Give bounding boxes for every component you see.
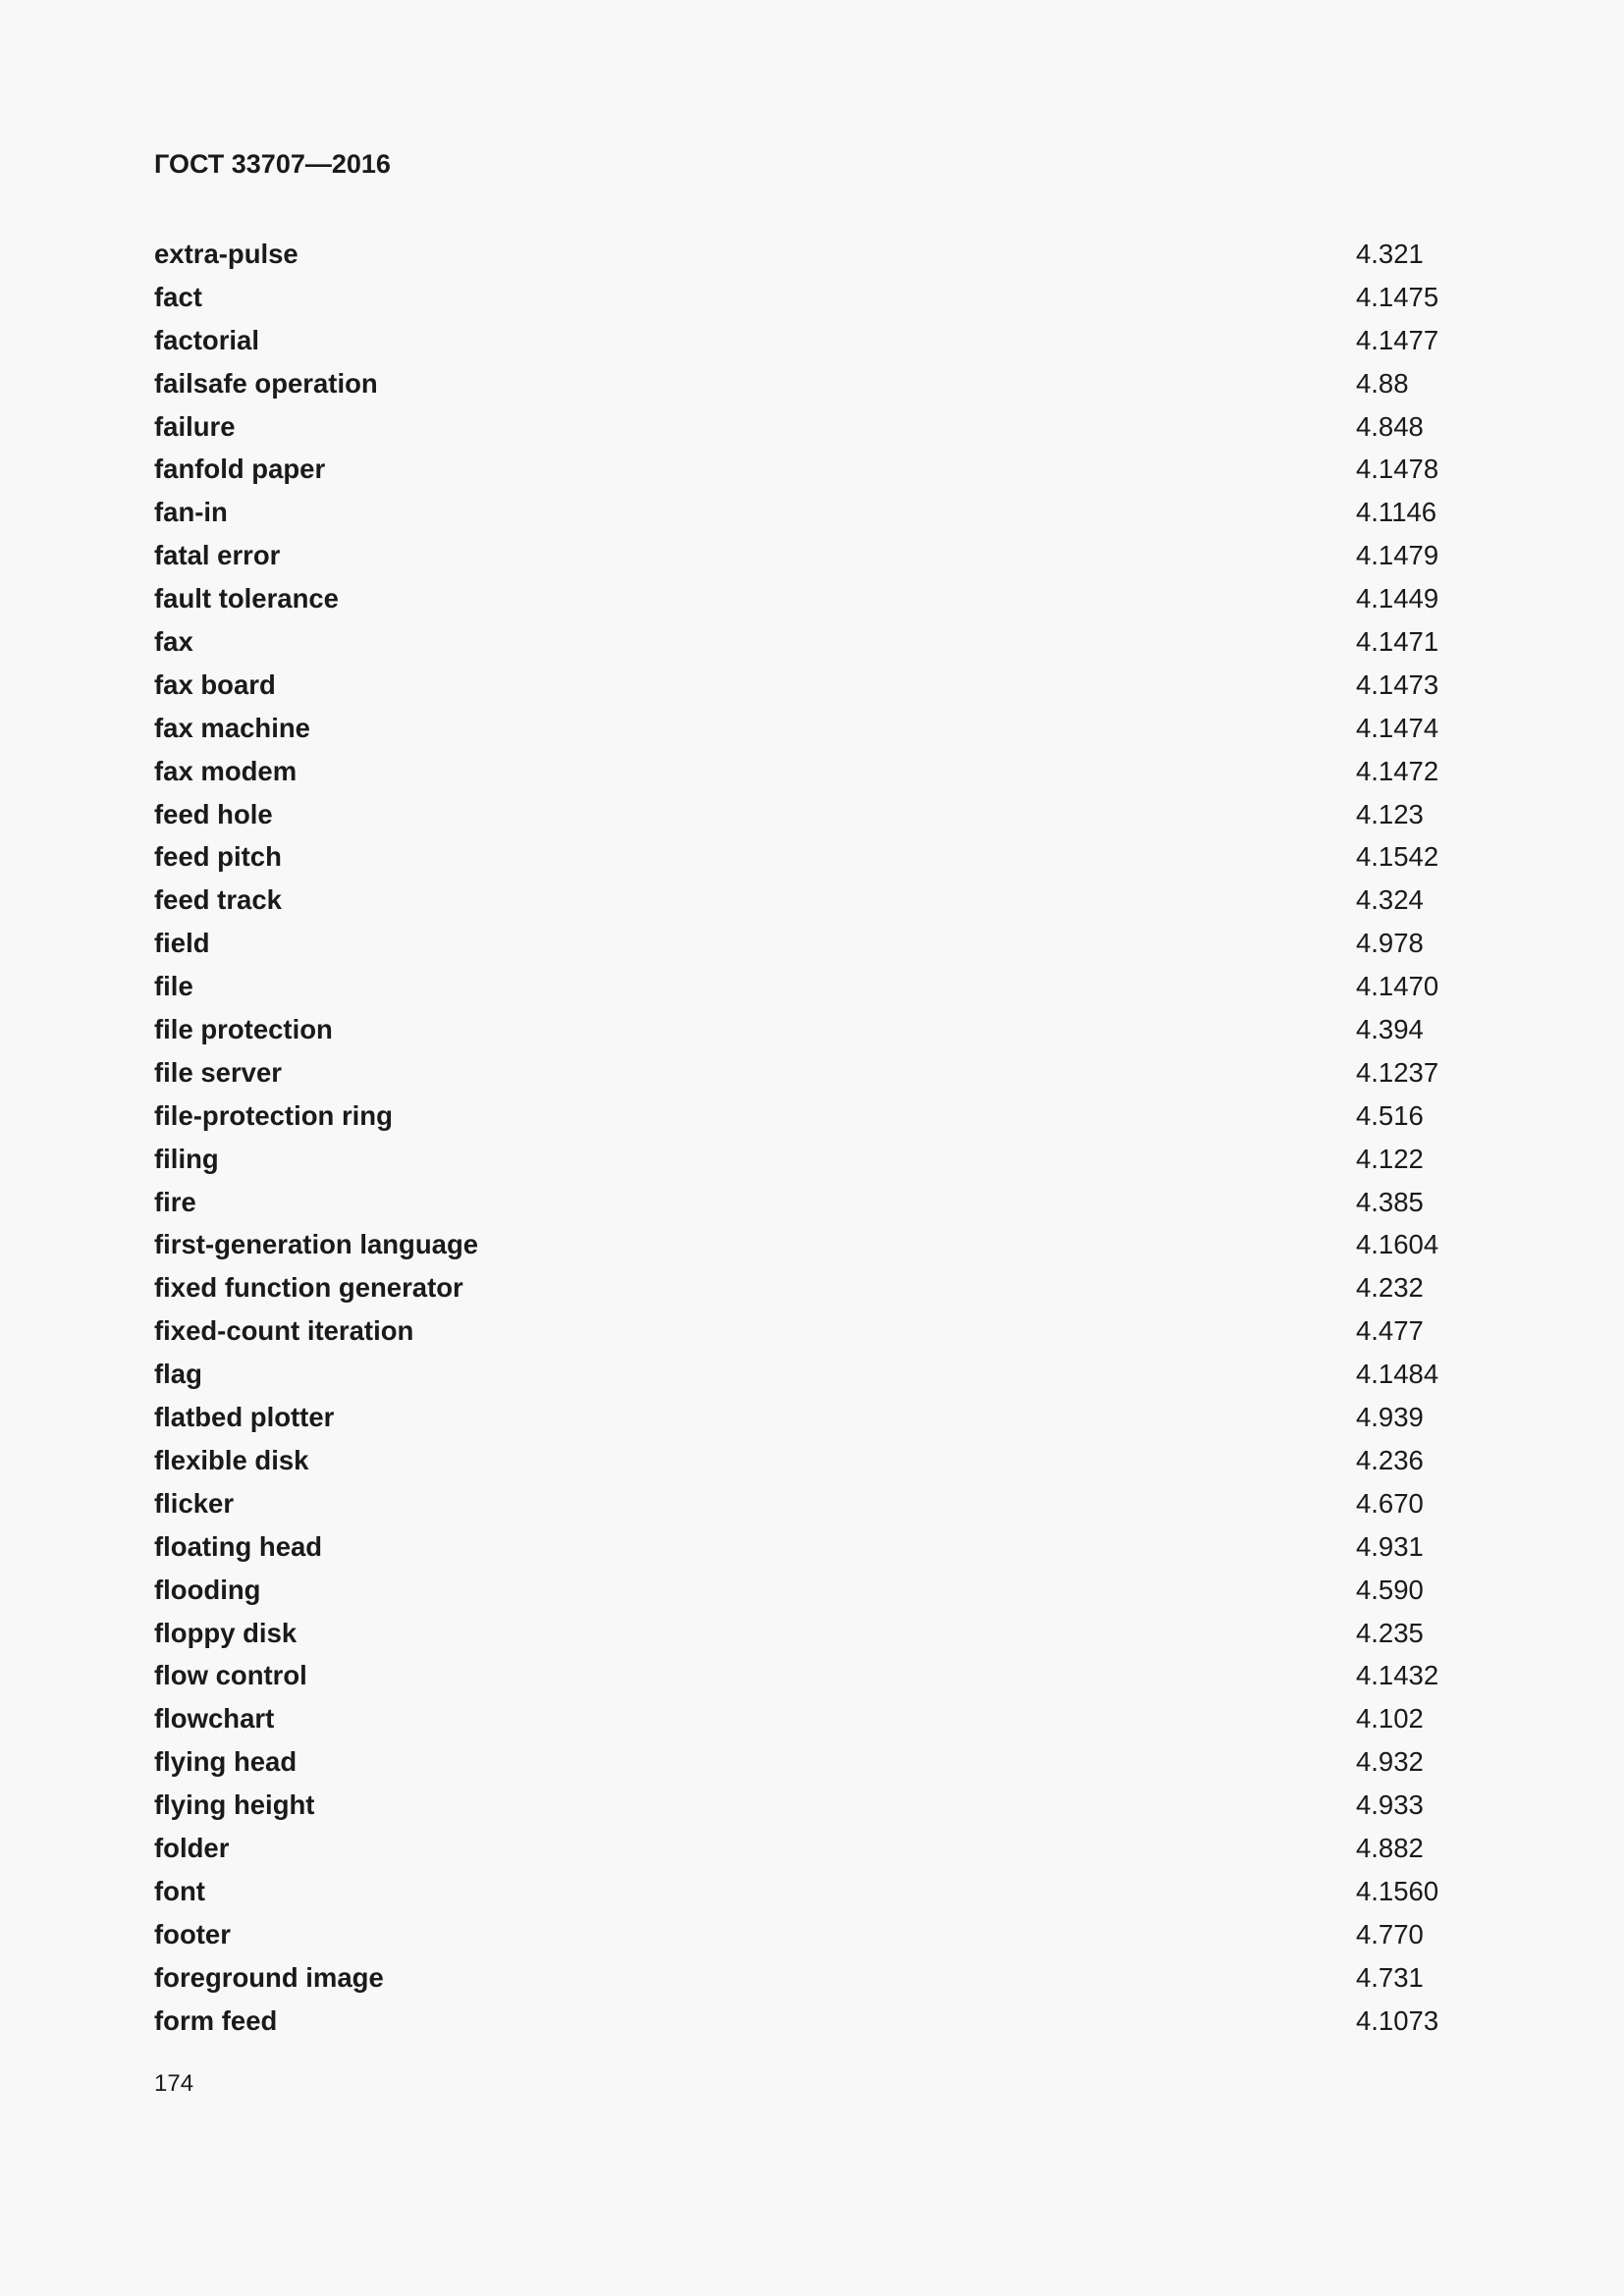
document-header: ГОСТ 33707—2016 [154, 149, 391, 179]
index-reference: 4.770 [1356, 1918, 1424, 1949]
index-reference: 4.931 [1356, 1530, 1424, 1562]
index-term: file-protection ring [154, 1099, 393, 1131]
index-reference: 4.1073 [1356, 2004, 1439, 2036]
index-entry [154, 754, 1470, 797]
index-entry [154, 1744, 1470, 1788]
index-entry [154, 1831, 1470, 1874]
index-reference: 4.939 [1356, 1402, 1424, 1433]
index-term: flatbed plotter [154, 1402, 335, 1433]
index-term: feed hole [154, 798, 273, 829]
index-entry [154, 1142, 1470, 1185]
index-entry [154, 882, 1470, 926]
index-term: foreground image [154, 1961, 384, 1993]
index-term: fanfold paper [154, 454, 326, 485]
index-term: footer [154, 1918, 231, 1949]
index-term: folder [154, 1832, 230, 1863]
index-entry [154, 1055, 1470, 1098]
index-reference: 4.1477 [1356, 324, 1439, 355]
index-term: flooding [154, 1574, 261, 1605]
index-reference: 4.1484 [1356, 1359, 1439, 1390]
index-term: flexible disk [154, 1444, 309, 1475]
index-entry [154, 1443, 1470, 1486]
index-reference: 4.1432 [1356, 1660, 1439, 1691]
index-reference: 4.1146 [1356, 497, 1437, 528]
index-reference: 4.324 [1356, 884, 1424, 916]
index-term: first-generation language [154, 1229, 479, 1260]
index-entry [154, 1658, 1470, 1701]
index-reference: 4.882 [1356, 1832, 1424, 1863]
index-reference: 4.932 [1356, 1746, 1424, 1778]
index-reference: 4.1449 [1356, 583, 1439, 614]
index-reference: 4.516 [1356, 1099, 1424, 1131]
index-entry [154, 1185, 1470, 1228]
index-entry [154, 667, 1470, 711]
index-reference: 4.670 [1356, 1487, 1424, 1519]
index-term: extra-pulse [154, 239, 298, 269]
index-entry [154, 237, 1470, 280]
index-term: flying height [154, 1789, 315, 1821]
index-reference: 4.1474 [1356, 712, 1439, 743]
index-entry [154, 1270, 1470, 1313]
index-entry [154, 495, 1470, 538]
index-term: form feed [154, 2004, 278, 2036]
index-entry [154, 1917, 1470, 1960]
index-entry [154, 2003, 1470, 2047]
index-term: flowchart [154, 1703, 275, 1735]
index-term: fan-in [154, 497, 228, 528]
index-term: flag [154, 1359, 202, 1390]
index-reference: 4.1472 [1356, 755, 1439, 786]
index-entry [154, 969, 1470, 1012]
page-number: 174 [154, 2070, 194, 2097]
index-entry [154, 839, 1470, 882]
index-reference: 4.1604 [1356, 1229, 1439, 1260]
index-term: fax board [154, 668, 276, 700]
index-term: factorial [154, 324, 259, 355]
index-entry [154, 1357, 1470, 1400]
index-reference: 4.321 [1356, 239, 1424, 269]
index-reference: 4.236 [1356, 1444, 1424, 1475]
index-entry [154, 1701, 1470, 1744]
index-term: field [154, 928, 210, 959]
index-reference: 4.848 [1356, 410, 1424, 442]
index-term: fact [154, 281, 202, 312]
index-term: floating head [154, 1530, 323, 1562]
index-term: fatal error [154, 540, 281, 571]
index-reference: 4.1475 [1356, 281, 1439, 312]
index-entry [154, 366, 1470, 409]
index-reference: 4.1471 [1356, 626, 1439, 658]
index-term: fax machine [154, 712, 310, 743]
index-entry [154, 452, 1470, 495]
index-term: flicker [154, 1487, 235, 1519]
index-entry [154, 624, 1470, 667]
index-reference: 4.1542 [1356, 841, 1439, 873]
index-term: failure [154, 410, 236, 442]
index-term: fixed-count iteration [154, 1315, 414, 1347]
index-reference: 4.590 [1356, 1574, 1424, 1605]
index-reference: 4.1473 [1356, 668, 1439, 700]
index-term: fax modem [154, 755, 298, 786]
index-entry [154, 1874, 1470, 1917]
index-term: font [154, 1875, 205, 1906]
index-term: file [154, 971, 193, 1002]
index-entry [154, 1227, 1470, 1270]
index-term: fault tolerance [154, 583, 339, 614]
index-entry [154, 1960, 1470, 2003]
index-reference: 4.88 [1356, 367, 1409, 399]
index-term: failsafe operation [154, 367, 378, 399]
index-term: file server [154, 1056, 282, 1088]
index-reference: 4.122 [1356, 1143, 1424, 1174]
index-reference: 4.1478 [1356, 454, 1439, 485]
index-entry [154, 538, 1470, 581]
index-term: file protection [154, 1014, 333, 1045]
index-entry [154, 1486, 1470, 1529]
index-reference: 4.477 [1356, 1315, 1424, 1347]
index-list [154, 237, 1470, 2046]
index-reference: 4.394 [1356, 1014, 1424, 1045]
index-entry [154, 1313, 1470, 1357]
index-entry [154, 323, 1470, 366]
index-term: fire [154, 1186, 196, 1217]
index-reference: 4.1560 [1356, 1875, 1439, 1906]
index-reference: 4.385 [1356, 1186, 1424, 1217]
index-term: flow control [154, 1660, 307, 1691]
index-entry [154, 1098, 1470, 1142]
index-term: feed pitch [154, 841, 282, 873]
index-term: floppy disk [154, 1617, 298, 1648]
index-term: fixed function generator [154, 1272, 463, 1304]
index-entry [154, 1400, 1470, 1443]
index-term: fax [154, 626, 193, 658]
index-entry [154, 280, 1470, 323]
index-entry [154, 1788, 1470, 1831]
index-reference: 4.235 [1356, 1617, 1424, 1648]
index-reference: 4.123 [1356, 798, 1424, 829]
index-entry [154, 1616, 1470, 1659]
index-entry [154, 409, 1470, 453]
index-entry [154, 797, 1470, 840]
index-reference: 4.978 [1356, 928, 1424, 959]
index-reference: 4.232 [1356, 1272, 1424, 1304]
index-reference: 4.1470 [1356, 971, 1439, 1002]
index-term: filing [154, 1143, 219, 1174]
index-reference: 4.933 [1356, 1789, 1424, 1821]
index-term: flying head [154, 1746, 298, 1778]
index-entry [154, 1573, 1470, 1616]
index-term: feed track [154, 884, 282, 916]
index-reference: 4.1237 [1356, 1056, 1439, 1088]
index-entry [154, 711, 1470, 754]
index-entry [154, 1012, 1470, 1055]
index-reference: 4.102 [1356, 1703, 1424, 1735]
index-entry [154, 926, 1470, 969]
index-entry [154, 1529, 1470, 1573]
index-reference: 4.1479 [1356, 540, 1439, 571]
index-entry [154, 581, 1470, 624]
index-reference: 4.731 [1356, 1961, 1424, 1993]
